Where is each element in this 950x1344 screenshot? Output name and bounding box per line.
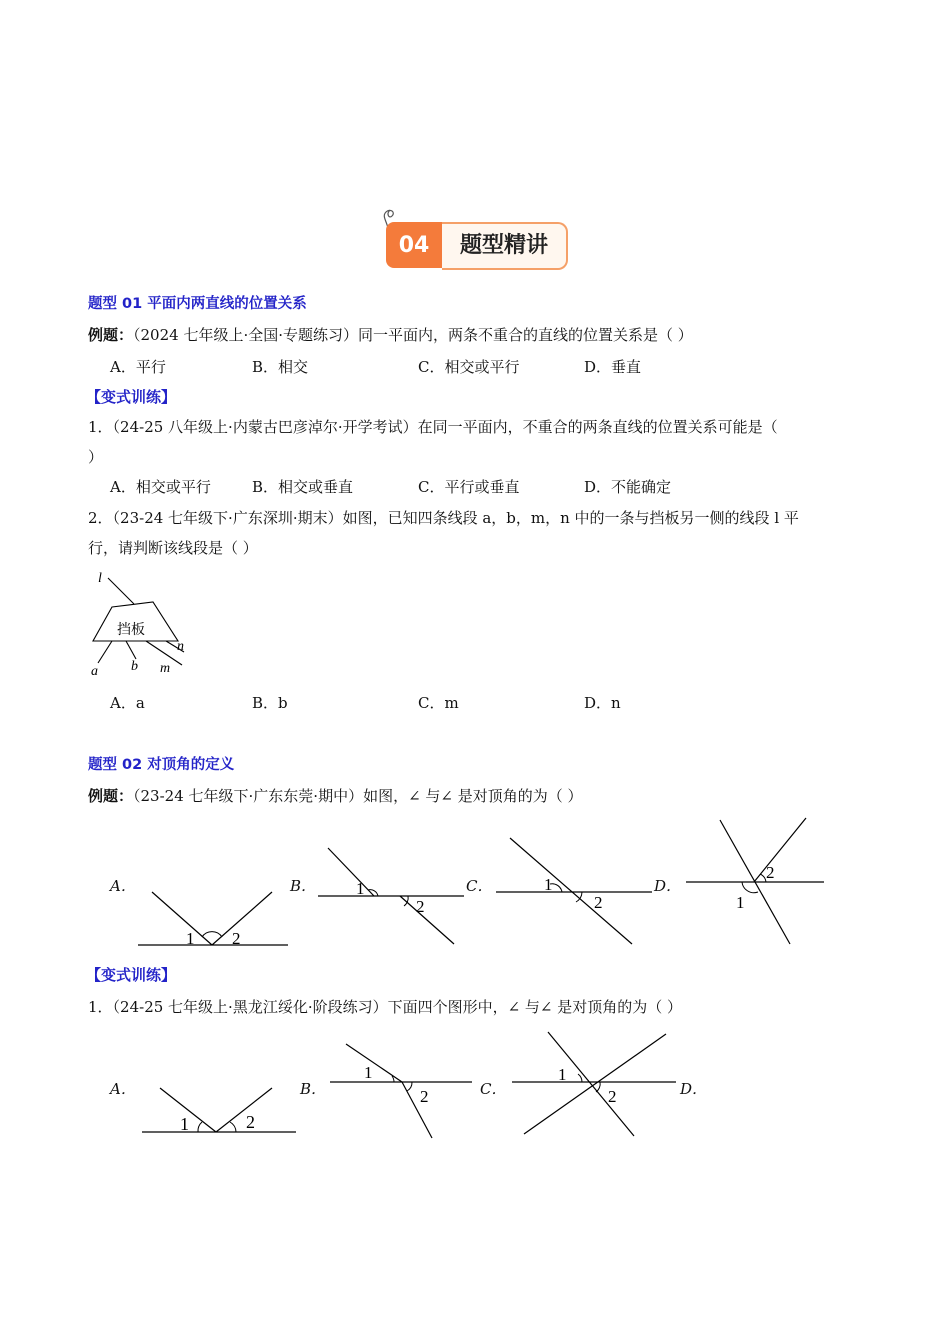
baffle-figure <box>88 566 198 682</box>
line-l <box>108 578 134 604</box>
q1-a-angle-2: 2 <box>246 1112 255 1132</box>
segment-b <box>126 641 136 659</box>
banner-number: 04 <box>386 222 442 268</box>
variant-heading-2: 【变式训练】 <box>86 966 177 984</box>
q1-b-angle-2: 2 <box>420 1087 429 1106</box>
ex-a-angle-1: 1 <box>186 929 195 948</box>
ex-d-angle-2: 2 <box>766 863 775 882</box>
example-label: 例题： <box>88 326 134 344</box>
q1-option-a: A．相交或平行 <box>110 478 211 496</box>
q1-option-c: C．平行或垂直 <box>418 478 520 496</box>
q1-fig-letter-c: C． <box>480 1080 507 1098</box>
ex-figure-d <box>684 814 828 948</box>
q1-option-d: D．不能确定 <box>584 478 672 496</box>
ex-figure-c <box>494 836 656 948</box>
type01-example <box>88 324 693 345</box>
q2-option-d: D．n <box>584 694 621 712</box>
q1-option-b: B．相交或垂直 <box>252 478 354 496</box>
label-m: m <box>160 661 171 676</box>
ex-figure-a <box>136 888 292 948</box>
type02-q1: 1．（24-25 七年级上·黑龙江绥化·阶段练习）下面四个图形中，∠ 与∠ 是对顶角的为（ ） <box>88 998 683 1016</box>
banner-title: 题型精讲 <box>442 222 568 270</box>
example-text: （2024 七年级上·全国·专题练习）同一平面内，两条不重合的直线的位置关系是（ ） <box>133 326 693 344</box>
ex-b-angle-2: 2 <box>416 897 425 916</box>
example-option-c: C．相交或平行 <box>418 358 520 376</box>
label-b: b <box>131 659 138 674</box>
example2-text: （23-24 七年级下·广东东莞·期中）如图，∠ 与∠ 是对顶角的为（ ） <box>133 787 583 805</box>
ex-c-angle-2: 2 <box>594 893 603 912</box>
board-label: 挡板 <box>117 623 145 638</box>
q2-line2: 行，请判断该线段是（ ） <box>88 539 258 557</box>
variant-heading-1: 【变式训练】 <box>86 388 177 406</box>
ex-figure-b <box>318 846 468 948</box>
example-option-b: B．相交 <box>252 358 309 376</box>
example2-label: 例题： <box>88 787 134 805</box>
example-option-a: A．平行 <box>110 358 166 376</box>
label-l: l <box>98 571 102 586</box>
segment-a <box>98 641 112 663</box>
q1-line1: 1．（24-25 八年级上·内蒙古巴彦淖尔·开学考试）在同一平面内，不重合的两条直线的位置关系可能是（ <box>88 418 778 436</box>
ex-c-angle-1: 1 <box>544 875 553 894</box>
ex-b-angle-1: 1 <box>356 879 365 898</box>
q1-figure-c <box>510 1030 680 1140</box>
q2-option-b: B．b <box>252 694 288 712</box>
ex-fig-letter-a: A． <box>110 877 136 895</box>
q1-figure-a <box>140 1084 300 1136</box>
q1-fig-letter-d: D． <box>680 1080 708 1098</box>
section-banner <box>386 222 568 268</box>
q1-c-angle-1: 1 <box>558 1065 567 1084</box>
q1-fig-letter-a: A． <box>110 1080 136 1098</box>
ex-a-angle-2: 2 <box>232 929 241 948</box>
example-option-d: D．垂直 <box>584 358 642 376</box>
label-a: a <box>91 664 98 679</box>
ex-fig-letter-b: B． <box>290 877 317 895</box>
ex-fig-letter-c: C． <box>466 877 493 895</box>
q2-option-a: A．a <box>110 694 145 712</box>
q2-option-c: C．m <box>418 694 459 712</box>
q1-b-angle-1: 1 <box>364 1063 373 1082</box>
q1-a-angle-1: 1 <box>180 1114 189 1134</box>
ex-fig-letter-d: D． <box>654 877 682 895</box>
q1-line2: ） <box>88 448 104 466</box>
type02-example <box>88 785 583 806</box>
q1-c-angle-2: 2 <box>608 1087 617 1106</box>
q2-line1: 2．（23-24 七年级下·广东深圳·期末）如图，已知四条线段 a，b，m，n 中的一条与挡板另一侧的线段 l 平 <box>88 509 799 527</box>
q1-figure-b <box>330 1042 476 1140</box>
label-n: n <box>177 639 184 654</box>
q1-fig-letter-b: B． <box>300 1080 327 1098</box>
ex-d-angle-1: 1 <box>736 893 745 912</box>
type01-title: 题型 01 平面内两直线的位置关系 <box>88 296 307 312</box>
type02-title: 题型 02 对顶角的定义 <box>88 757 235 773</box>
